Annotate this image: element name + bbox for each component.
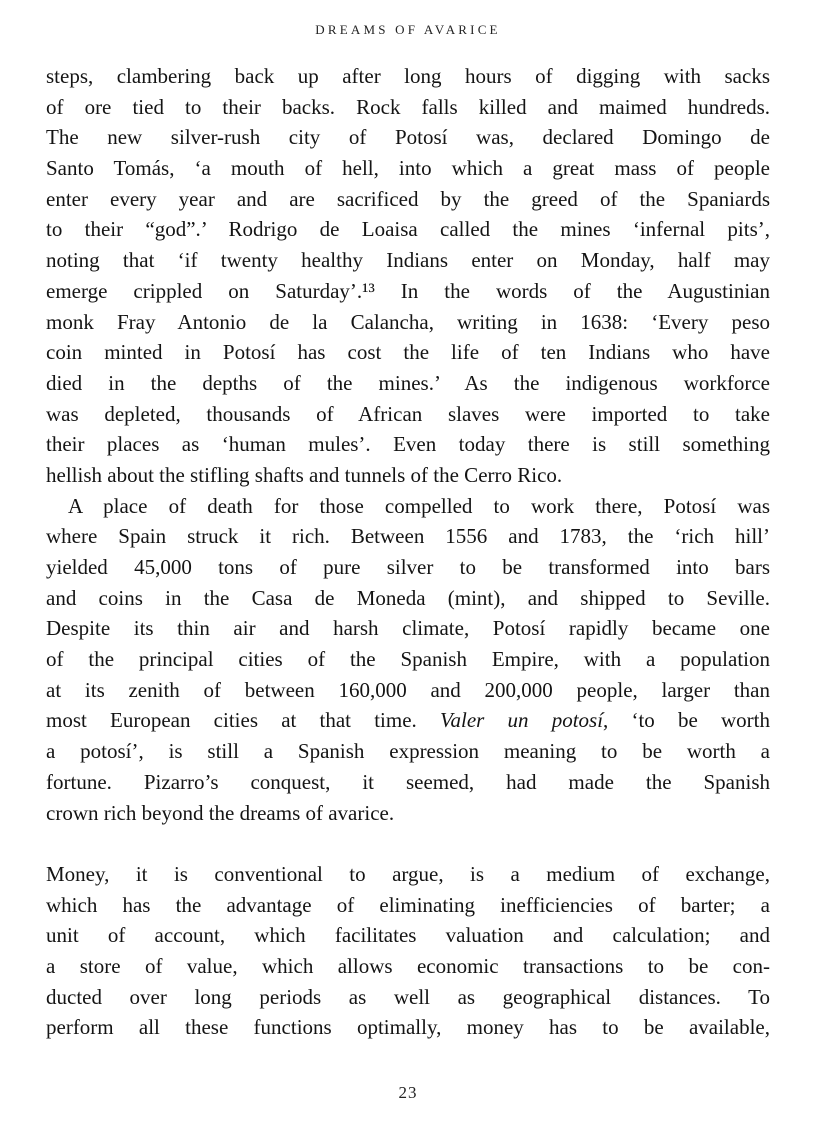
text-line: Despite its thin air and harsh climate, Potosí rapidly became one [46,616,770,641]
text-line: A place of death for those compelled to work there, Potosí was [68,493,770,518]
text-line: of ore tied to their backs. Rock falls killed and maimed hundreds. [46,94,770,119]
text-line: coin minted in Potosí has cost the life of ten Indians who have [46,340,770,365]
text-line: emerge crippled on Saturday’.¹³ In the words of the Augustinian [46,278,770,303]
section-break [46,828,770,859]
paragraph [46,61,770,491]
text-line: a store of value, which allows economic transactions to be con- [46,953,770,978]
body-text [46,61,770,1043]
text-line: The new silver-rush city of Potosí was, declared Domingo de [46,125,770,150]
text-line: which has the advantage of eliminating inefficiencies of barter; a [46,892,770,917]
text-line: a potosí’, is still a Spanish expression meaning to be worth a [46,739,770,764]
text-line: hellish about the stifling shafts and tunnels of the Cerro Rico. [46,462,563,487]
text-line: most European cities at that time. Valer un potosí, ‘to be worth [46,708,770,733]
text-line: where Spain struck it rich. Between 1556 and 1783, the ‘rich hill’ [46,524,770,549]
text-line: ducted over long periods as well as geographical distances. To [46,984,770,1009]
text-line: perform all these functions optimally, money has to be available, [46,1015,770,1040]
text-line: yielded 45,000 tons of pure silver to be transformed into bars [46,555,770,579]
text-line: monk Fray Antonio de la Calancha, writing in 1638: ‘Every peso [46,309,770,334]
text-line: their places as ‘human mules’. Even today there is still something [46,432,770,457]
text-line: noting that ‘if twenty healthy Indians enter on Monday, half may [46,248,770,273]
text-line: fortune. Pizarro’s conquest, it seemed, had made the Spanish [46,769,770,794]
text-line: steps, clambering back up after long hours of digging with sacks [46,64,770,88]
text-line: Money, it is conventional to argue, is a medium of exchange, [46,861,770,886]
text-line: enter every year and are sacrificed by the greed of the Spaniards [46,186,770,211]
text-line: of the principal cities of the Spanish Empire, with a population [46,647,770,672]
text-line: at its zenith of between 160,000 and 200,000 people, larger than [46,677,770,702]
text-line: and coins in the Casa de Moneda (mint), and shipped to Seville. [46,585,770,610]
text-line: Santo Tomás, ‘a mouth of hell, into which a great mass of people [46,156,770,181]
text-line: unit of account, which facilitates valuation and calculation; and [46,923,770,948]
page-number: 23 [398,1083,418,1102]
paragraph [46,491,770,829]
paragraph [46,859,770,1043]
text-line: was depleted, thousands of African slaves were imported to take [46,401,770,426]
text-line: died in the depths of the mines.’ As the indigenous workforce [46,370,770,395]
text-line: crown rich beyond the dreams of avarice. [46,800,395,825]
running-head: DREAMS OF AVARICE [315,22,501,37]
italic-phrase: Valer un potosí [439,708,604,733]
text-line: to their “god”.’ Rodrigo de Loaisa called the mines ‘infernal pits’, [46,217,770,242]
